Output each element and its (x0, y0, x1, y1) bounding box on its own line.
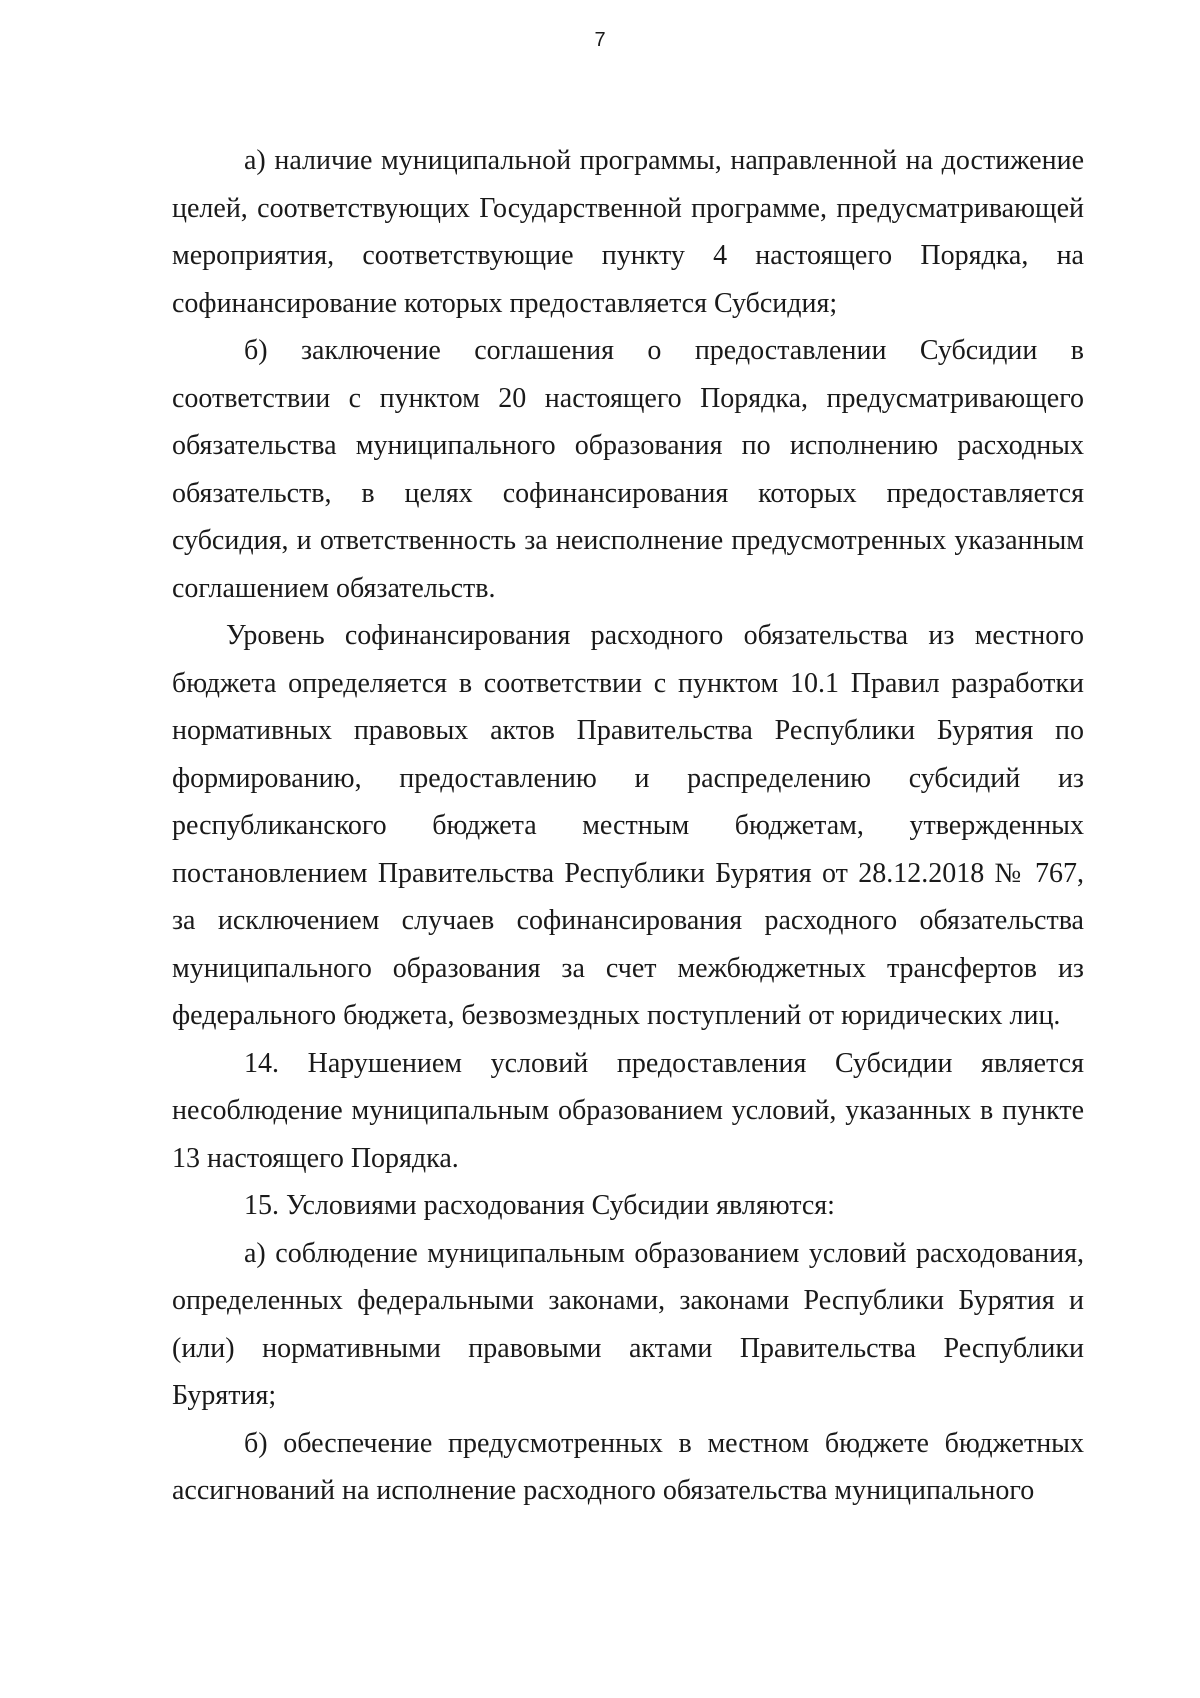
paragraph-b-agreement: б) заключение соглашения о предоставлении Субсидии в соответствии с пунктом 20 настоящего Порядка, предусматривающего обязательства муниципального образования по исполнению расходных обязательств, в целях софинансирования которых предоставляется субсидия, и ответственность за неисполнение предусмотренных указанным соглашением обязательств. (172, 335, 1084, 604)
document-body (172, 137, 1084, 1515)
paragraph-15b-provision: б) обеспечение предусмотренных в местном бюджете бюджетных ассигнований на исполнение расходного обязательства муниципального (172, 1427, 1084, 1506)
paragraph-15-conditions: 15. Условиями расходования Субсидии являются: (244, 1190, 835, 1221)
paragraph-15a-compliance: а) соблюдение муниципальным образованием условий расходования, определенных федеральными законами, законами Республики Бурятия и (или) нормативными правовыми актами Правительства Республики Бурятия; (172, 1237, 1084, 1411)
paragraph-a-program: а) наличие муниципальной программы, направленной на достижение целей, соответствующих Государственной программе, предусматривающей мероприятия, соответствующие пункту 4 настоящего Порядка, на софинансирование которых предоставляется Субсидия; (172, 145, 1084, 319)
page-number: 7 (594, 29, 606, 51)
paragraph-cofinancing-level: Уровень софинансирования расходного обязательства из местного бюджета определяется в соответствии с пунктом 10.1 Правил разработки нормативных правовых актов Правительства Республики Бурятия по формированию, предоставлению и распределению субсидий из республиканского бюджета местным бюджетам, утвержденных постановлением Правительства Республики Бурятия от 28.12.2018 № 767, за исключением случаев софинансирования расходного обязательства муниципального образования за счет межбюджетных трансфертов из федерального бюджета, безвозмездных поступлений от юридических лиц. (172, 620, 1084, 1031)
paragraph-14-violation: 14. Нарушением условий предоставления Субсидии является несоблюдение муниципальным образованием условий, указанных в пункте 13 настоящего Порядка. (172, 1047, 1084, 1174)
